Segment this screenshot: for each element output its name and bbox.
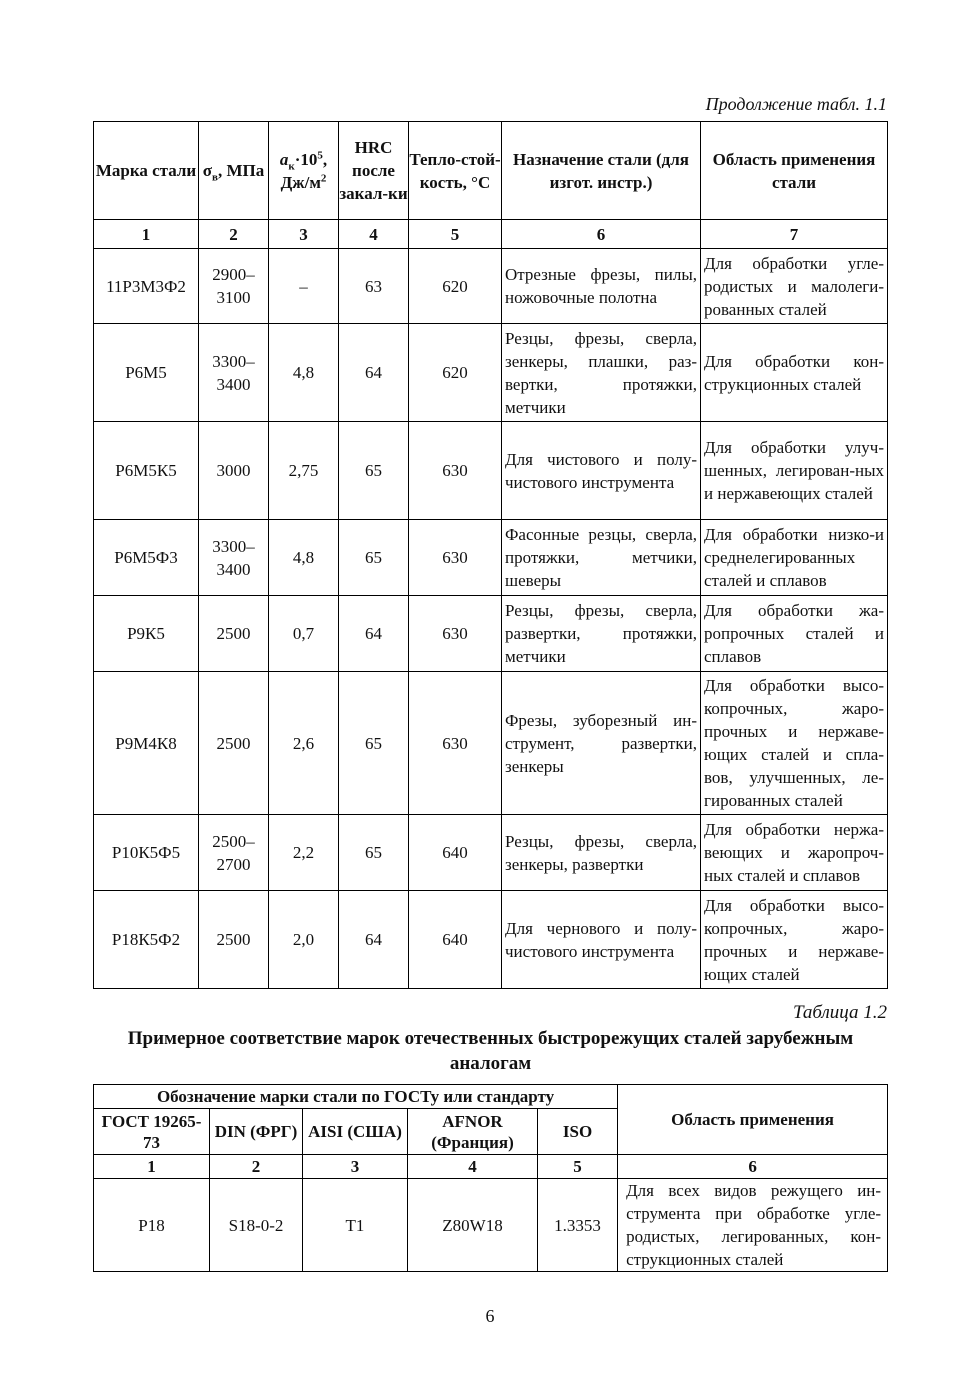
col-number: 5 <box>409 220 502 249</box>
header-gost: ГОСТ 19265-73 <box>94 1109 210 1155</box>
table-row <box>94 422 888 520</box>
col-number: 5 <box>538 1155 618 1179</box>
hrc-cell: 64 <box>339 324 409 422</box>
strength-cell: 2900–3100 <box>199 249 269 324</box>
col-number: 1 <box>94 1155 210 1179</box>
col-number: 6 <box>618 1155 888 1179</box>
header-hrc: HRC после закал-ки <box>339 122 409 220</box>
grade-cell: Р10К5Ф5 <box>94 815 199 891</box>
heat-resistance-cell: 630 <box>409 520 502 596</box>
hrc-cell: 64 <box>339 596 409 672</box>
steel-grades-table <box>93 121 888 989</box>
application-cell: Для обработки кон-струкционных сталей <box>701 324 888 422</box>
col-number: 3 <box>303 1155 408 1179</box>
gost-cell: Р18 <box>94 1179 210 1272</box>
hrc-cell: 65 <box>339 422 409 520</box>
table-row <box>94 596 888 672</box>
table-row <box>94 672 888 815</box>
purpose-cell: Фрезы, зуборезный ин-струмент, развертки, зенкеры <box>502 672 701 815</box>
col-number: 6 <box>502 220 701 249</box>
heat-resistance-cell: 640 <box>409 891 502 989</box>
strength-cell: 2500 <box>199 596 269 672</box>
grade-cell: Р9К5 <box>94 596 199 672</box>
heat-resistance-cell: 630 <box>409 672 502 815</box>
application-cell: Для обработки улуч-шенных, легирован-ных и нержавеющих сталей <box>701 422 888 520</box>
impact-cell: 0,7 <box>269 596 339 672</box>
strength-cell: 2500–2700 <box>199 815 269 891</box>
table2-title: Примерное соответствие марок отечественных быстрорежущих сталей зарубежным аналогам <box>127 1028 854 1074</box>
header-application: Область применения <box>618 1085 888 1155</box>
page-number: 6 <box>485 1306 495 1326</box>
col-number: 2 <box>199 220 269 249</box>
purpose-cell: Для чистового и полу-чистового инструмента <box>502 422 701 520</box>
grade-cell: Р18К5Ф2 <box>94 891 199 989</box>
strength-cell: 2500 <box>199 891 269 989</box>
impact-cell: 2,0 <box>269 891 339 989</box>
heat-resistance-cell: 640 <box>409 815 502 891</box>
purpose-cell: Для чернового и полу-чистового инструмента <box>502 891 701 989</box>
steel-analogs-table <box>93 1084 888 1272</box>
table-row <box>94 249 888 324</box>
grade-cell: Р6М5 <box>94 324 199 422</box>
table1-header-row <box>94 122 888 220</box>
strength-cell: 3300–3400 <box>199 324 269 422</box>
application-cell: Для всех видов режущего ин-струмента при обработке угле-родистых, легированных, кон-струкционных сталей <box>618 1179 888 1272</box>
afnor-cell: Z80W18 <box>408 1179 538 1272</box>
header-iso: ISO <box>538 1109 618 1155</box>
header-heat-resistance: Тепло-стой-кость, °С <box>409 122 502 220</box>
table2-caption: Таблица 1.2 <box>793 1002 887 1023</box>
grade-cell: Р9М4К8 <box>94 672 199 815</box>
purpose-cell: Отрезные фрезы, пилы, ножовочные полотна <box>502 249 701 324</box>
strength-cell: 3300–3400 <box>199 520 269 596</box>
heat-resistance-cell: 620 <box>409 324 502 422</box>
hrc-cell: 65 <box>339 520 409 596</box>
purpose-cell: Резцы, фрезы, сверла, развертки, протяжки, метчики <box>502 596 701 672</box>
header-afnor: AFNOR (Франция) <box>408 1109 538 1155</box>
hrc-cell: 65 <box>339 815 409 891</box>
col-number: 1 <box>94 220 199 249</box>
table-row <box>94 1179 888 1272</box>
table-row <box>94 324 888 422</box>
header-purpose: Назначение стали (для изгот. инстр.) <box>502 122 701 220</box>
hrc-cell: 64 <box>339 891 409 989</box>
application-cell: Для обработки нержа-веющих и жаропроч-ных сталей и сплавов <box>701 815 888 891</box>
application-cell: Для обработки жа-ропрочных сталей и сплавов <box>701 596 888 672</box>
application-cell: Для обработки низко-и среднелегированных сталей и сплавов <box>701 520 888 596</box>
header-aisi: AISI (США) <box>303 1109 408 1155</box>
header-grade: Марка стали <box>94 122 199 220</box>
header-strength: $\sigma_в$, МПа <box>199 122 269 220</box>
purpose-cell: Резцы, фрезы, сверла, зенкеры, плашки, раз-вертки, протяжки, метчики <box>502 324 701 422</box>
header-application: Область применения стали <box>701 122 888 220</box>
impact-cell: – <box>269 249 339 324</box>
hrc-cell: 63 <box>339 249 409 324</box>
impact-cell: 2,2 <box>269 815 339 891</box>
col-number: 3 <box>269 220 339 249</box>
heat-resistance-cell: 630 <box>409 422 502 520</box>
table2-group-header-row <box>94 1085 888 1109</box>
table-row <box>94 815 888 891</box>
purpose-cell: Фасонные резцы, сверла, протяжки, метчики, шеверы <box>502 520 701 596</box>
strength-cell: 3000 <box>199 422 269 520</box>
hrc-cell: 65 <box>339 672 409 815</box>
din-cell: S18-0-2 <box>210 1179 303 1272</box>
impact-cell: 2,6 <box>269 672 339 815</box>
heat-resistance-cell: 620 <box>409 249 502 324</box>
purpose-cell: Резцы, фрезы, сверла, зенкеры, развертки <box>502 815 701 891</box>
iso-cell: 1.3353 <box>538 1179 618 1272</box>
table-row <box>94 520 888 596</box>
heat-resistance-cell: 630 <box>409 596 502 672</box>
application-cell: Для обработки угле-родистых и малолеги-рованных сталей <box>701 249 888 324</box>
application-cell: Для обработки высо-копрочных, жаро-прочных и нержаве-ющих сталей <box>701 891 888 989</box>
aisi-cell: T1 <box>303 1179 408 1272</box>
col-number: 4 <box>408 1155 538 1179</box>
application-cell: Для обработки высо-копрочных, жаро-прочных и нержаве-ющих сталей и спла-вов, улучшенных, ле-гированных сталей <box>701 672 888 815</box>
col-number: 4 <box>339 220 409 249</box>
header-impact: $a_к\cdot 10^5$, $Дж/м^2$ <box>269 122 339 220</box>
strength-cell: 2500 <box>199 672 269 815</box>
header-din: DIN (ФРГ) <box>210 1109 303 1155</box>
impact-cell: 4,8 <box>269 520 339 596</box>
grade-cell: 11Р3М3Ф2 <box>94 249 199 324</box>
impact-cell: 2,75 <box>269 422 339 520</box>
grade-cell: Р6М5Ф3 <box>94 520 199 596</box>
table2-number-row <box>94 1155 888 1179</box>
table-row <box>94 891 888 989</box>
header-standard-group: Обозначение марки стали по ГОСТу или стандарту <box>94 1085 618 1109</box>
table1-number-row <box>94 220 888 249</box>
grade-cell: Р6М5К5 <box>94 422 199 520</box>
col-number: 7 <box>701 220 888 249</box>
impact-cell: 4,8 <box>269 324 339 422</box>
continuation-caption: Продолжение табл. 1.1 <box>705 94 887 114</box>
col-number: 2 <box>210 1155 303 1179</box>
